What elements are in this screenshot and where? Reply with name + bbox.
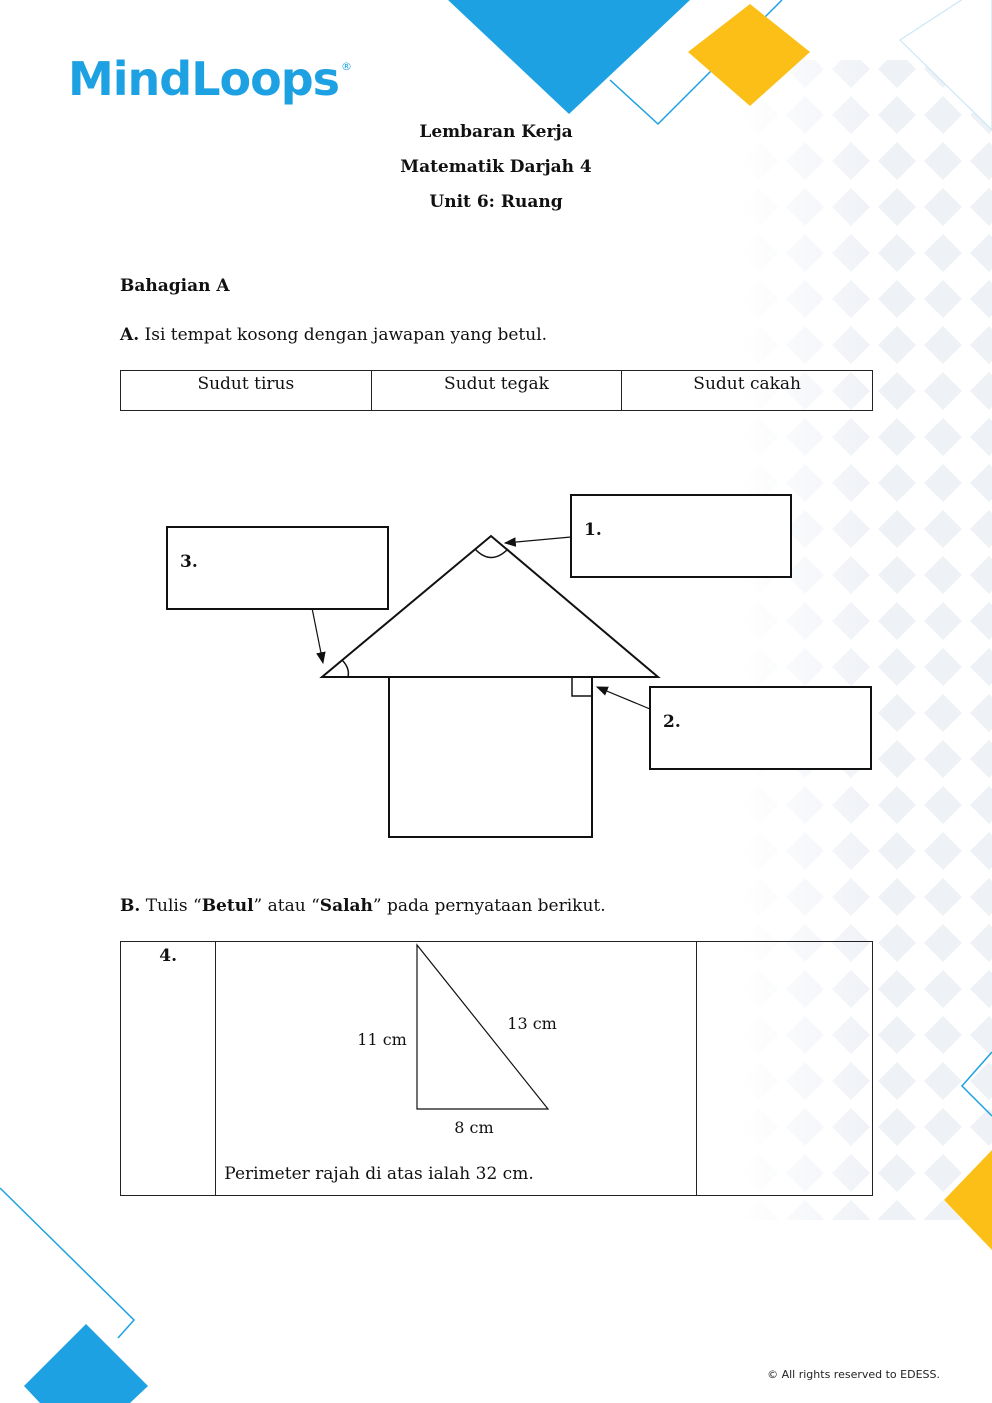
question-table xyxy=(120,941,873,1196)
question-statement: Perimeter rajah di atas ialah 32 cm. xyxy=(224,1164,534,1184)
side-hypotenuse-label: 13 cm xyxy=(507,1014,557,1033)
subject-title: Matematik Darjah 4 xyxy=(400,157,592,177)
copyright-footer: © All rights reserved to EDESS. xyxy=(767,1368,940,1381)
choice-right: Sudut tegak xyxy=(371,371,622,411)
unit-title: Unit 6: Ruang xyxy=(429,192,563,212)
answer-box-3[interactable]: 3. xyxy=(166,526,389,610)
choice-acute: Sudut tirus xyxy=(121,371,372,411)
mindloops-logo: MindLoops ® xyxy=(68,52,352,106)
instruction-a: A. Isi tempat kosong dengan jawapan yang betul. xyxy=(120,325,548,345)
question-content xyxy=(216,942,696,1196)
side-left-label: 11 cm xyxy=(357,1030,407,1049)
question-number: 4. xyxy=(121,942,216,1196)
worksheet-title: Lembaran Kerja xyxy=(419,122,573,142)
answer-box-2[interactable]: 2. xyxy=(649,686,872,770)
answer-cell[interactable] xyxy=(696,942,872,1196)
side-bottom-label: 8 cm xyxy=(454,1118,494,1137)
instruction-b: B. Tulis “Betul” atau “Salah” pada pernyataan berikut. xyxy=(120,896,606,916)
choice-obtuse: Sudut cakah xyxy=(622,371,873,411)
triangle-figure xyxy=(216,942,698,1196)
answer-box-1[interactable]: 1. xyxy=(570,494,792,578)
section-a-heading: Bahagian A xyxy=(120,276,230,296)
